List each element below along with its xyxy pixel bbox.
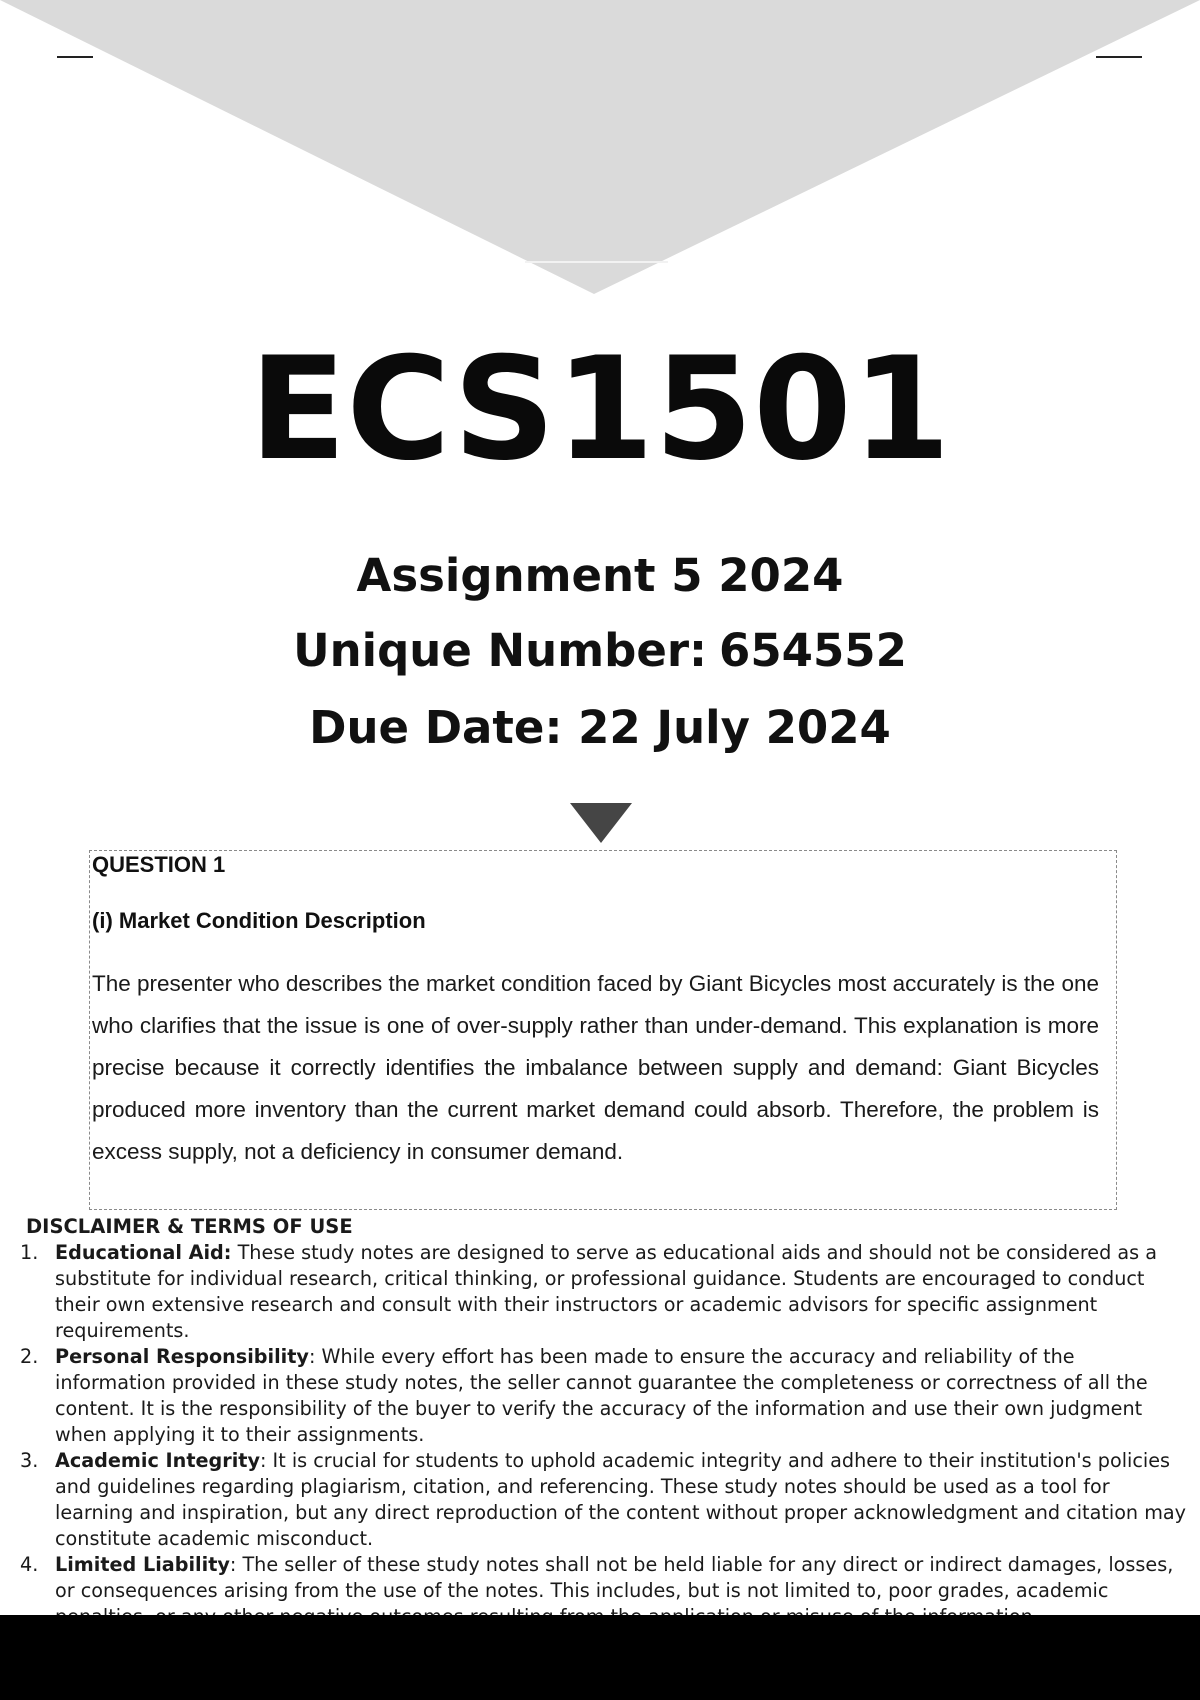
- assignment-title: Assignment 5 2024: [356, 549, 844, 602]
- corner-mark-right: [1096, 56, 1142, 58]
- question-subtitle: (i) Market Condition Description: [92, 908, 426, 933]
- disclaimer-list: [0, 1240, 1200, 1630]
- unique-number-label: Unique Number:: [293, 624, 708, 677]
- due-date: Due Date: 22 July 2024: [309, 701, 891, 754]
- question-body: The presenter who describes the market condition faced by Giant Bicycles most accurately is the one who clarifies that the issue is one of over-supply rather than under-demand. This explanation is more precise because it correctly identifies the imbalance between supply and demand: Giant Bicycles produced more inventory than the current market demand could absorb. Therefore, the problem is excess supply, not a deficiency in consumer demand.: [92, 971, 1099, 1164]
- unique-number: [0, 623, 1200, 679]
- disclaimer-item: [0, 1344, 1200, 1448]
- question-title: QUESTION 1: [92, 852, 226, 877]
- down-arrow-icon: [570, 803, 632, 843]
- disclaimer-item-heading: Personal Responsibility: [55, 1345, 309, 1368]
- disclaimer-item-text: These study notes are designed to serve as educational aids and should not be considered as a substitute for individual research, critical thinking, or professional guidance. Students are encouraged to conduct their own extensive research and consult with their instructors or academic advisors for specific assignment requirements.: [55, 1241, 1157, 1342]
- disclaimer-item: [0, 1448, 1200, 1552]
- disclaimer-item-number: 4.: [20, 1553, 39, 1576]
- unique-number-value: 654552: [719, 624, 907, 677]
- disclaimer-item-text: : While every effort has been made to ensure the accuracy and reliability of the information provided in these study notes, the seller cannot guarantee the completeness or correctness of all the content. It is the responsibility of the buyer to verify the accuracy of the information and use their own judgment when applying it to their assignments.: [55, 1345, 1148, 1446]
- bottom-black-bar: [0, 1615, 1200, 1700]
- disclaimer-item-number: 2.: [20, 1345, 39, 1368]
- course-code-title: ECS1501: [249, 327, 951, 492]
- corner-mark-left: [57, 56, 93, 58]
- chevron-shape: [0, 0, 1200, 294]
- disclaimer-item-heading: Educational Aid:: [55, 1241, 232, 1264]
- disclaimer-item: [0, 1240, 1200, 1344]
- disclaimer-item-number: 3.: [20, 1449, 39, 1472]
- disclaimer-item-number: 1.: [20, 1241, 39, 1264]
- disclaimer-title: DISCLAIMER & TERMS OF USE: [26, 1215, 353, 1238]
- disclaimer-item-heading: Academic Integrity: [55, 1449, 260, 1472]
- question-box: [89, 850, 1117, 1210]
- disclaimer-item-text: : It is crucial for students to uphold academic integrity and adhere to their institution's policies and guidelines regarding plagiarism, citation, and referencing. These study notes should be used as a tool for learning and inspiration, but any direct reproduction of the content without proper acknowledgment and citation may constitute academic misconduct.: [55, 1449, 1186, 1550]
- disclaimer-item-text: : The seller of these study notes shall not be held liable for any direct or indirect damages, losses, or consequences arising from the use of the notes. This includes, but is not limited to, poor grades, academic: [55, 1553, 1174, 1602]
- header-chevron-graphic: [0, 0, 1200, 300]
- disclaimer-item-heading: Limited Liability: [55, 1553, 230, 1576]
